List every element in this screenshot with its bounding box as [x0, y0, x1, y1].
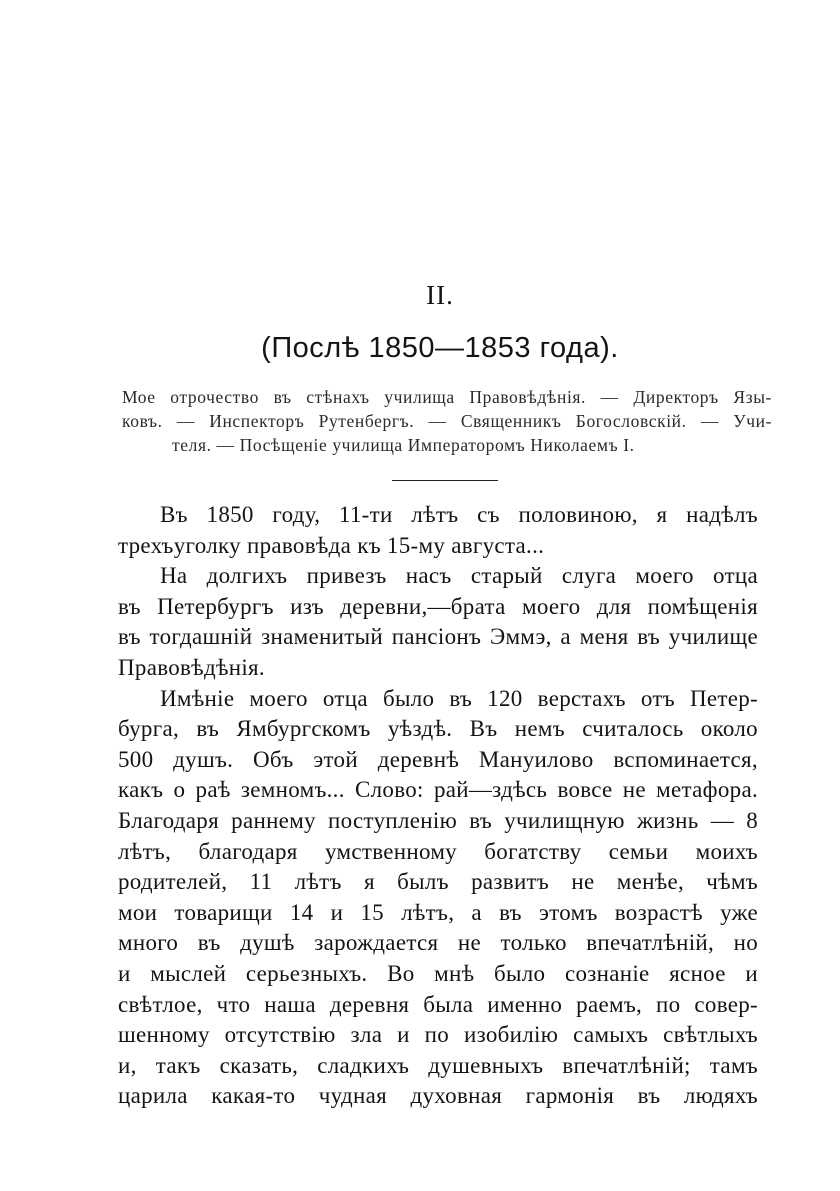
text-line: Въ 1850 году, 11-ти лѣтъ съ половиною, я надѣлъ [160, 502, 758, 527]
summary-line: теля. — Посѣщеніе училища Императоромъ Николаемъ I. [172, 435, 635, 455]
summary-line: Мое отрочество въ стѣнахъ училища Правовѣдѣнія. — Директоръ Язы- [122, 387, 772, 407]
text-line: царила какая-то чудная духовная гармонія въ людяхъ [118, 1083, 758, 1109]
text-line: На долгихъ привезъ насъ старый слуга моего отца [160, 563, 758, 589]
text-line: шенному отсутствію зла и по изобилію самыхъ свѣтлыхъ [118, 1022, 758, 1048]
text-line: и мыслей серьезныхъ. Во мнѣ было сознаніе ясное и [118, 960, 758, 986]
text-line: въ Петербургъ изъ деревни,—брата моего для помѣщенія [118, 593, 758, 619]
text-line: 500 душъ. Объ этой деревнѣ Мануилово вспоминается, [118, 746, 758, 772]
text-line: свѣтлое, что наша деревня была именно раемъ, по совер- [118, 991, 758, 1017]
text-line: лѣтъ, благодаря умственному богатству семьи моихъ [118, 838, 758, 864]
text-line: родителей, 11 лѣтъ я былъ развитъ не менѣе, чѣмъ [118, 869, 758, 895]
text-line: мои товарищи 14 и 15 лѣтъ, а въ этомъ возрастѣ уже [118, 899, 758, 925]
text-line: какъ о раѣ земномъ... Слово: рай—здѣсь вовсе не метафора. [118, 777, 758, 803]
chapter-number: II. [426, 280, 454, 310]
text-line: бурга, въ Ямбургскомъ уѣздѣ. Въ немъ считалось около [118, 716, 758, 742]
divider-rule [392, 480, 498, 481]
text-line: много въ душѣ зарождается не только впечатлѣній, но [118, 930, 758, 956]
chapter-title: (Послѣ 1850—1853 года). [261, 332, 619, 364]
text-line: въ тогдашній знаменитый пансіонъ Эммэ, а меня въ училище [118, 624, 758, 650]
chapter-summary [122, 385, 772, 457]
text-line: и, такъ сказать, сладкихъ душевныхъ впечатлѣній; тамъ [118, 1052, 758, 1078]
summary-line: ковъ. — Инспекторъ Рутенбергъ. — Священникъ Богословскій. — Учи- [122, 411, 772, 431]
text-line: Правовѣдѣнія. [118, 654, 265, 680]
text-line: трехъуголку правовѣда къ 15-му августа... [118, 532, 545, 558]
text-line: Благодаря раннему поступленію въ училищную жизнь — 8 [118, 807, 758, 833]
text-line: Имѣніе моего отца было въ 120 верстахъ отъ Петер- [160, 685, 758, 711]
body-text [118, 500, 758, 1112]
